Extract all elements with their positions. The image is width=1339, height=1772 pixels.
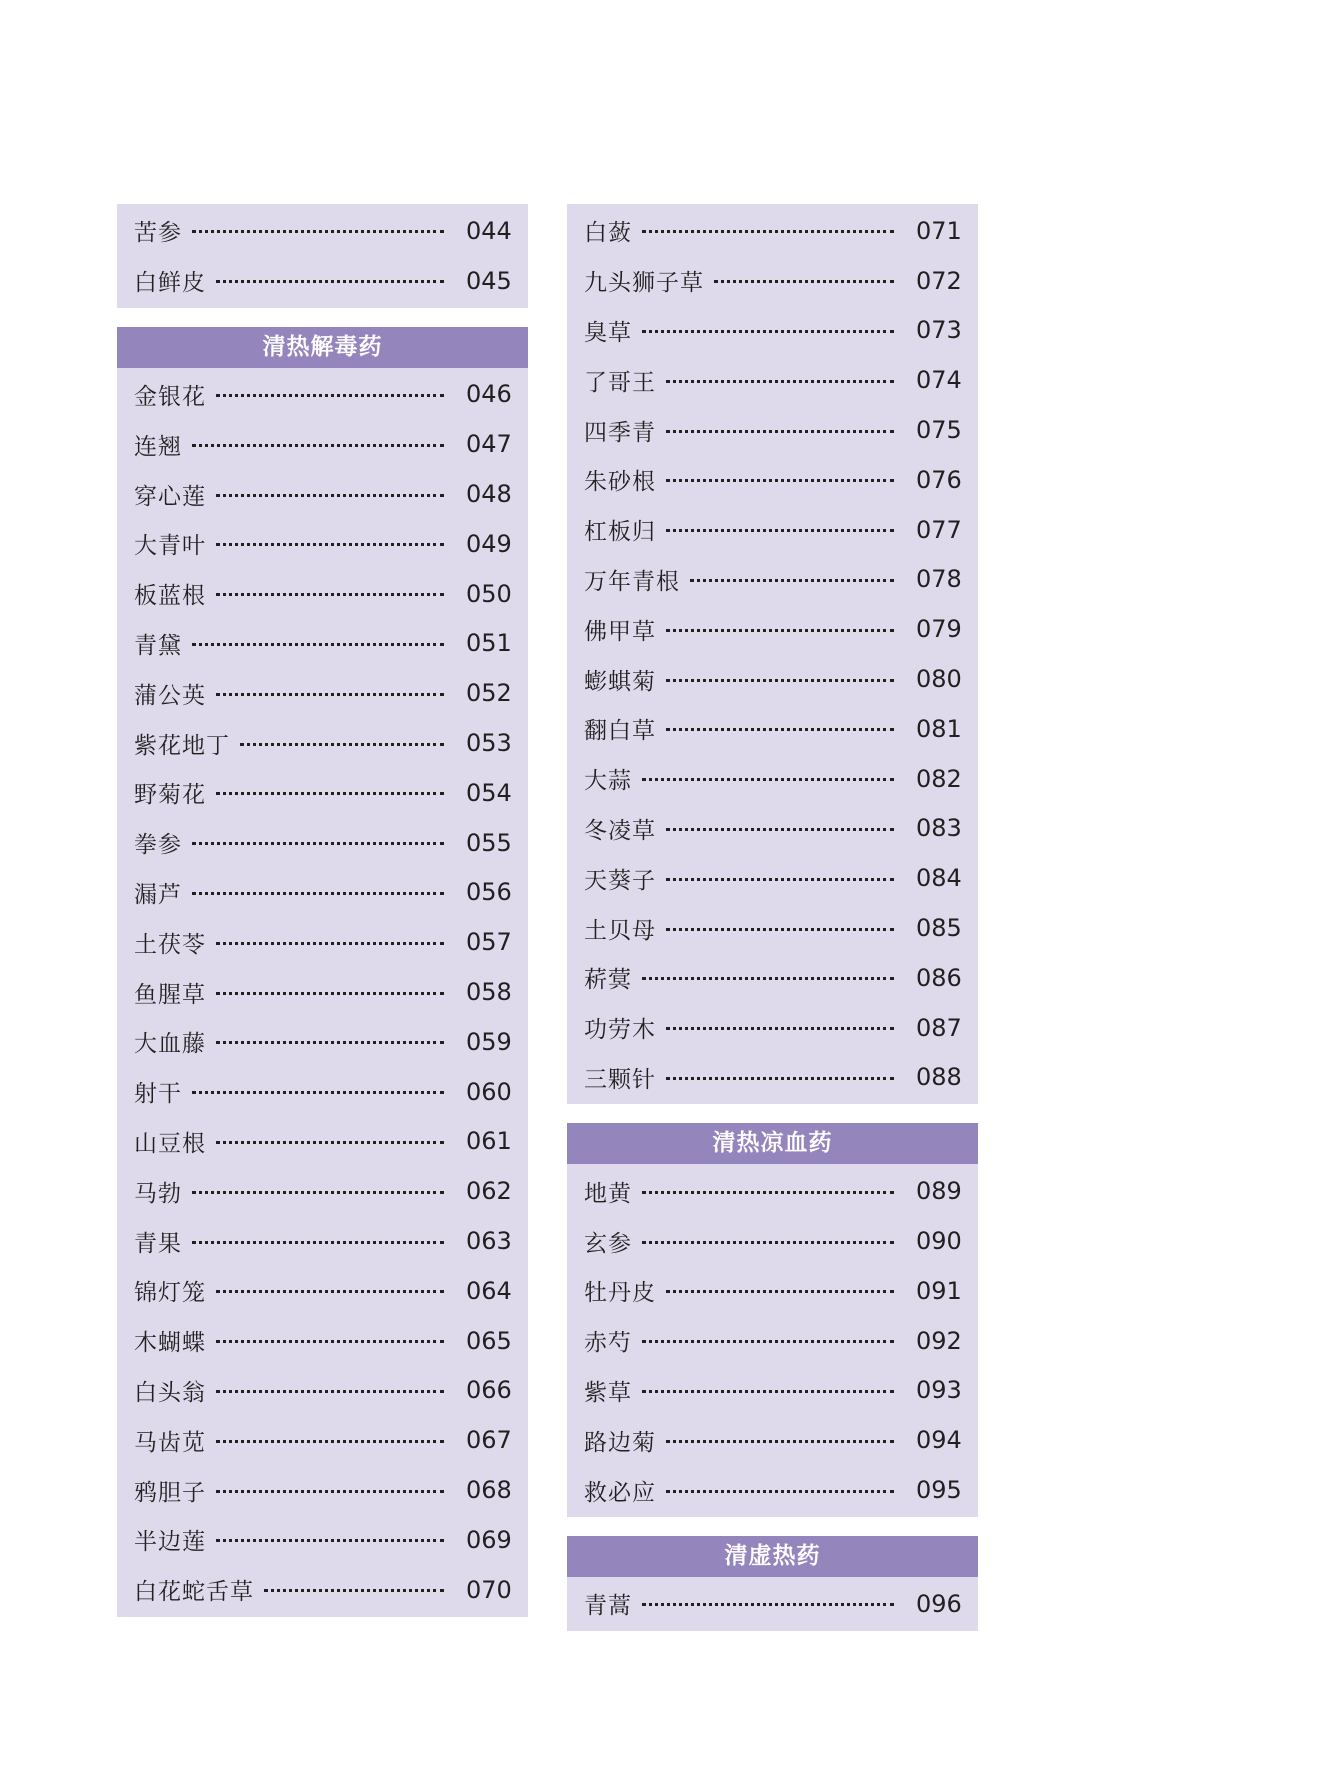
entry-page-number: 045 [466, 266, 512, 295]
entry-name: 蟛蜞菊 [584, 668, 656, 695]
entry-page-number: 061 [466, 1127, 512, 1156]
dot-leader [216, 1290, 444, 1293]
dot-leader [642, 778, 894, 781]
toc-entry[interactable] [117, 1415, 528, 1465]
dot-leader [192, 643, 444, 646]
entry-name: 土茯苓 [134, 931, 206, 958]
entry-name: 连翘 [134, 433, 182, 460]
entry-page-number: 049 [466, 529, 512, 558]
entry-name: 鱼腥草 [134, 981, 206, 1008]
dot-leader [216, 1440, 444, 1443]
dot-leader [216, 593, 444, 596]
dot-leader [642, 1191, 894, 1194]
entry-name: 白鲜皮 [134, 270, 206, 297]
dot-leader [666, 1290, 894, 1293]
dot-leader [192, 1241, 444, 1244]
dot-leader [666, 479, 894, 482]
toc-entry[interactable] [117, 967, 528, 1017]
toc-entry[interactable] [117, 668, 528, 718]
toc-entry[interactable] [117, 818, 528, 868]
entry-page-number: 073 [916, 316, 962, 345]
section-header: 清热解毒药 [117, 327, 528, 368]
toc-entry[interactable] [117, 1465, 528, 1515]
entry-name: 四季青 [584, 419, 656, 446]
dot-leader [192, 444, 444, 447]
entry-page-number: 083 [916, 814, 962, 843]
entry-page-number: 082 [916, 764, 962, 793]
toc-entry[interactable] [117, 917, 528, 967]
entry-page-number: 066 [466, 1376, 512, 1405]
toc-entry[interactable] [567, 1415, 978, 1465]
entry-page-number: 076 [916, 465, 962, 494]
dot-leader [216, 693, 444, 696]
toc-entry[interactable] [567, 953, 978, 1003]
toc-entry[interactable] [567, 1316, 978, 1366]
entry-page-number: 058 [466, 978, 512, 1007]
entry-name: 救必应 [584, 1479, 656, 1506]
entry-name: 紫草 [584, 1379, 632, 1406]
entry-page-number: 052 [466, 679, 512, 708]
entry-name: 菥蓂 [584, 967, 632, 994]
entry-page-number: 062 [466, 1177, 512, 1206]
toc-entry[interactable] [117, 1266, 528, 1316]
entry-name: 天葵子 [584, 867, 656, 894]
toc-entry[interactable] [117, 206, 528, 256]
dot-leader [666, 1077, 894, 1080]
entry-page-number: 059 [466, 1027, 512, 1056]
dot-leader [216, 1539, 444, 1542]
entry-page-number: 090 [916, 1227, 962, 1256]
entry-name: 锦灯笼 [134, 1280, 206, 1307]
dot-leader [642, 230, 894, 233]
entry-page-number: 067 [466, 1426, 512, 1455]
toc-entry[interactable] [117, 370, 528, 420]
toc-entry[interactable] [117, 1565, 528, 1615]
section-header: 清热凉血药 [567, 1123, 978, 1164]
entry-name: 三颗针 [584, 1066, 656, 1093]
entry-page-number: 057 [466, 928, 512, 957]
toc-entry[interactable] [567, 1579, 978, 1629]
entry-name: 白花蛇舌草 [134, 1579, 254, 1606]
entry-page-number: 096 [916, 1589, 962, 1618]
entry-name: 鸦胆子 [134, 1479, 206, 1506]
entry-name: 青黛 [134, 632, 182, 659]
dot-leader [216, 942, 444, 945]
toc-entry[interactable] [567, 604, 978, 654]
entry-name: 翻白草 [584, 718, 656, 745]
entry-name: 大青叶 [134, 533, 206, 560]
entry-page-number: 069 [466, 1525, 512, 1554]
entry-name: 穿心莲 [134, 483, 206, 510]
toc-entry[interactable] [567, 1266, 978, 1316]
section-header: 清虚热药 [567, 1536, 978, 1577]
entry-name: 朱砂根 [584, 469, 656, 496]
toc-entry-block [567, 204, 978, 1104]
entry-name: 马齿苋 [134, 1429, 206, 1456]
entry-name: 臭草 [584, 319, 632, 346]
entry-page-number: 079 [916, 615, 962, 644]
toc-entry[interactable] [567, 405, 978, 455]
toc-entry[interactable] [567, 1166, 978, 1216]
toc-entry-block [567, 1164, 978, 1517]
dot-leader [192, 1091, 444, 1094]
entry-page-number: 051 [466, 629, 512, 658]
entry-name: 木蝴蝶 [134, 1330, 206, 1357]
entry-name: 紫花地丁 [134, 732, 230, 759]
entry-page-number: 065 [466, 1326, 512, 1355]
toc-entry[interactable] [117, 569, 528, 619]
toc-entry[interactable] [567, 355, 978, 405]
entry-page-number: 053 [466, 729, 512, 758]
section-gap [567, 1517, 978, 1536]
entry-page-number: 080 [916, 665, 962, 694]
toc-entry[interactable] [117, 469, 528, 519]
entry-name: 路边菊 [584, 1429, 656, 1456]
entry-name: 青果 [134, 1230, 182, 1257]
entry-name: 大蒜 [584, 768, 632, 795]
toc-entry[interactable] [117, 1067, 528, 1117]
toc-entry-block [567, 1577, 978, 1631]
entry-name: 漏芦 [134, 881, 182, 908]
dot-leader [642, 330, 894, 333]
dot-leader [666, 1440, 894, 1443]
dot-leader [666, 1490, 894, 1493]
dot-leader [666, 679, 894, 682]
dot-leader [216, 543, 444, 546]
entry-page-number: 089 [916, 1177, 962, 1206]
dot-leader [714, 280, 894, 283]
entry-page-number: 047 [466, 430, 512, 459]
entry-page-number: 087 [916, 1013, 962, 1042]
section-gap [567, 1104, 978, 1123]
toc-entry[interactable] [117, 718, 528, 768]
dot-leader [666, 430, 894, 433]
dot-leader [690, 579, 894, 582]
dot-leader [216, 1340, 444, 1343]
entry-name: 半边莲 [134, 1529, 206, 1556]
dot-leader [216, 494, 444, 497]
dot-leader [216, 1490, 444, 1493]
toc-entry[interactable] [117, 619, 528, 669]
entry-name: 地黄 [584, 1180, 632, 1207]
entry-name: 金银花 [134, 383, 206, 410]
entry-name: 拳参 [134, 832, 182, 859]
entry-page-number: 072 [916, 266, 962, 295]
entry-page-number: 077 [916, 515, 962, 544]
entry-page-number: 086 [916, 963, 962, 992]
entry-page-number: 081 [916, 714, 962, 743]
entry-name: 玄参 [584, 1230, 632, 1257]
toc-entry[interactable] [117, 519, 528, 569]
dot-leader [666, 529, 894, 532]
entry-page-number: 044 [466, 216, 512, 245]
toc-entry[interactable] [567, 1003, 978, 1053]
toc-entry[interactable] [567, 1216, 978, 1266]
toc-entry[interactable] [117, 1166, 528, 1216]
toc-entry[interactable] [117, 1117, 528, 1167]
toc-entry[interactable] [117, 1316, 528, 1366]
dot-leader [192, 842, 444, 845]
toc-entry[interactable] [567, 505, 978, 555]
entry-name: 蒲公英 [134, 682, 206, 709]
dot-leader [192, 230, 444, 233]
dot-leader [240, 743, 444, 746]
toc-entry[interactable] [567, 754, 978, 804]
toc-entry[interactable] [567, 903, 978, 953]
entry-name: 野菊花 [134, 782, 206, 809]
toc-right-column [567, 204, 978, 1631]
entry-page-number: 055 [466, 828, 512, 857]
entry-page-number: 048 [466, 480, 512, 509]
entry-page-number: 084 [916, 864, 962, 893]
entry-name: 青蒿 [584, 1593, 632, 1620]
entry-page-number: 074 [916, 366, 962, 395]
entry-page-number: 060 [466, 1077, 512, 1106]
toc-entry[interactable] [117, 1366, 528, 1416]
toc-entry[interactable] [567, 206, 978, 256]
dot-leader [216, 992, 444, 995]
dot-leader [642, 1340, 894, 1343]
toc-entry[interactable] [117, 768, 528, 818]
entry-page-number: 050 [466, 579, 512, 608]
toc-entry[interactable] [117, 419, 528, 469]
dot-leader [666, 828, 894, 831]
entry-name: 功劳木 [584, 1017, 656, 1044]
entry-page-number: 054 [466, 778, 512, 807]
toc-entry[interactable] [567, 853, 978, 903]
entry-page-number: 056 [466, 878, 512, 907]
toc-entry-block [117, 368, 528, 1617]
dot-leader [216, 1141, 444, 1144]
entry-page-number: 095 [916, 1476, 962, 1505]
entry-name: 赤芍 [584, 1330, 632, 1357]
entry-page-number: 094 [916, 1426, 962, 1455]
entry-page-number: 085 [916, 914, 962, 943]
entry-name: 白头翁 [134, 1379, 206, 1406]
toc-entry[interactable] [567, 256, 978, 306]
entry-page-number: 093 [916, 1376, 962, 1405]
entry-page-number: 091 [916, 1276, 962, 1305]
entry-name: 佛甲草 [584, 618, 656, 645]
entry-name: 苦参 [134, 220, 182, 247]
dot-leader [216, 792, 444, 795]
dot-leader [192, 1191, 444, 1194]
toc-entry[interactable] [567, 455, 978, 505]
entry-name: 九头狮子草 [584, 270, 704, 297]
entry-page-number: 046 [466, 380, 512, 409]
entry-name: 杠板归 [584, 519, 656, 546]
toc-entry[interactable] [567, 306, 978, 356]
dot-leader [666, 878, 894, 881]
dot-leader [216, 280, 444, 283]
entry-page-number: 078 [916, 565, 962, 594]
entry-page-number: 075 [916, 416, 962, 445]
entry-name: 射干 [134, 1081, 182, 1108]
toc-entry[interactable] [117, 1216, 528, 1266]
toc-entry[interactable] [117, 868, 528, 918]
entry-page-number: 068 [466, 1476, 512, 1505]
toc-entry[interactable] [567, 654, 978, 704]
entry-name: 冬凌草 [584, 817, 656, 844]
dot-leader [264, 1589, 444, 1592]
toc-entry[interactable] [117, 1515, 528, 1565]
entry-name: 土贝母 [584, 917, 656, 944]
entry-name: 了哥王 [584, 369, 656, 396]
dot-leader [642, 1241, 894, 1244]
dot-leader [666, 728, 894, 731]
entry-name: 山豆根 [134, 1130, 206, 1157]
toc-entry-block [117, 204, 528, 308]
toc-entry[interactable] [567, 1465, 978, 1515]
dot-leader [192, 892, 444, 895]
dot-leader [216, 394, 444, 397]
toc-entry[interactable] [117, 1017, 528, 1067]
dot-leader [666, 380, 894, 383]
entry-page-number: 088 [916, 1063, 962, 1092]
entry-name: 白蔹 [584, 220, 632, 247]
toc-entry[interactable] [117, 256, 528, 306]
dot-leader [666, 629, 894, 632]
dot-leader [666, 1027, 894, 1030]
entry-page-number: 063 [466, 1227, 512, 1256]
dot-leader [642, 1390, 894, 1393]
entry-name: 板蓝根 [134, 583, 206, 610]
toc-left-column [117, 204, 528, 1617]
entry-page-number: 071 [916, 216, 962, 245]
toc-entry[interactable] [567, 555, 978, 605]
toc-entry[interactable] [567, 804, 978, 854]
entry-name: 万年青根 [584, 568, 680, 595]
section-gap [117, 308, 528, 327]
dot-leader [666, 928, 894, 931]
entry-page-number: 064 [466, 1276, 512, 1305]
entry-page-number: 070 [466, 1575, 512, 1604]
toc-entry[interactable] [567, 1053, 978, 1103]
entry-page-number: 092 [916, 1326, 962, 1355]
entry-name: 马勃 [134, 1180, 182, 1207]
entry-name: 大血藤 [134, 1031, 206, 1058]
dot-leader [642, 977, 894, 980]
toc-entry[interactable] [567, 1366, 978, 1416]
toc-entry[interactable] [567, 704, 978, 754]
dot-leader [216, 1041, 444, 1044]
dot-leader [216, 1390, 444, 1393]
entry-name: 牡丹皮 [584, 1280, 656, 1307]
dot-leader [642, 1603, 894, 1606]
